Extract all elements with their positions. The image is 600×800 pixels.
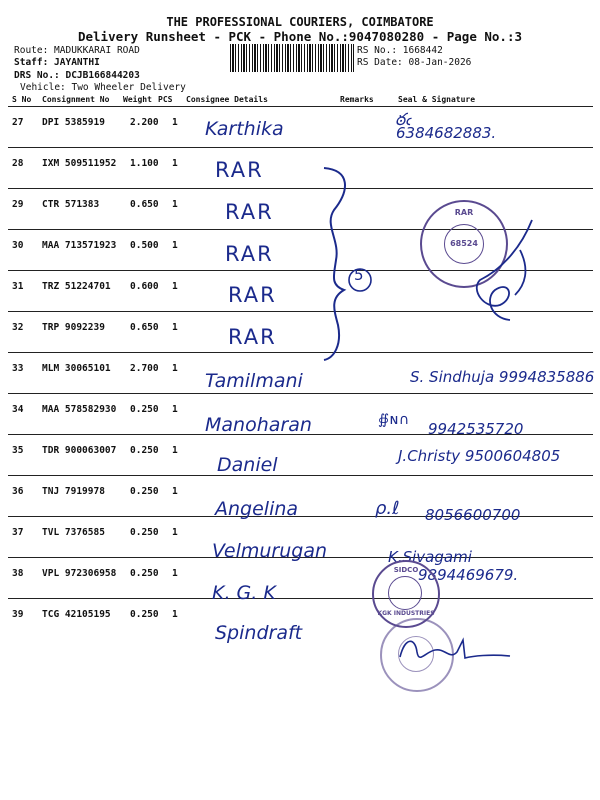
receiver-name: RAR: [225, 200, 274, 224]
seal-inner-ring: [388, 576, 422, 610]
table-row: [0, 107, 600, 148]
row-pcs: 1: [172, 199, 178, 210]
row-pcs: 1: [172, 363, 178, 374]
document-subtitle: Delivery Runsheet - PCK - Phone No.:9047080280 - Page No.:3: [77, 29, 522, 44]
receiver-name: Karthika: [205, 118, 284, 140]
row-pcs: 1: [172, 568, 178, 579]
col-consignment: Consignment No: [42, 95, 110, 104]
receiver-name: K. G. K: [212, 582, 276, 604]
drs-label: DRS No.: DCJB166844203: [14, 70, 140, 81]
row-pcs: 1: [172, 445, 178, 456]
row-consignment: IXM 509511952: [42, 158, 117, 169]
row-weight: 0.500: [130, 240, 159, 251]
row-pcs: 1: [172, 527, 178, 538]
col-sno: S No: [12, 95, 32, 104]
row-weight: 2.200: [130, 117, 159, 128]
row-sno: 31: [12, 281, 24, 292]
group-bracket: [310, 160, 380, 370]
row-pcs: 1: [172, 486, 178, 497]
col-weight: Weight: [123, 95, 152, 104]
row-weight: 1.100: [130, 158, 159, 169]
staff-label: Staff: JAYANTHI: [14, 57, 100, 68]
rs-date: RS Date: 08-Jan-2026: [357, 57, 472, 68]
row-consignment: TDR 900063007: [42, 445, 117, 456]
col-consignee: Consignee Details: [186, 95, 268, 104]
signature-phone: 9942535720: [428, 420, 524, 438]
row-consignment: MLM 30065101: [42, 363, 111, 374]
row-weight: 0.250: [130, 486, 159, 497]
row-consignment: TVL 7376585: [42, 527, 105, 538]
signature-phone: S. Sindhuja 9994835886: [410, 368, 595, 386]
row-consignment: MAA 713571923: [42, 240, 117, 251]
row-weight: 0.650: [130, 199, 159, 210]
row-sno: 29: [12, 199, 24, 210]
seal-text: KGK INDUSTRIES: [377, 610, 435, 617]
signature-scribble: [460, 210, 550, 330]
barcode: [230, 44, 354, 72]
row-consignment: CTR 571383: [42, 199, 100, 210]
row-pcs: 1: [172, 322, 178, 333]
row-consignment: TRZ 51224701: [42, 281, 111, 292]
receiver-name: RAR: [215, 158, 264, 182]
row-weight: 0.250: [130, 404, 159, 415]
row-consignment: TNJ 7919978: [42, 486, 105, 497]
signature-phone: 6384682883.: [396, 124, 497, 142]
row-sno: 30: [12, 240, 24, 251]
seal-code: 68524: [450, 239, 478, 248]
bracket-stroke: [324, 168, 345, 360]
row-sno: 28: [12, 158, 24, 169]
receiver-name: RAR: [228, 325, 277, 349]
signature-scribble: ఠ‍ఁ: [395, 110, 411, 130]
receiver-name: Manoharan: [205, 414, 312, 436]
row-weight: 0.250: [130, 609, 159, 620]
signature-stroke: [400, 640, 510, 658]
signature-phone: 9894469679.: [418, 566, 519, 584]
signature-scribble: ∯ɴ∩: [378, 412, 410, 428]
receiver-name: Velmurugan: [212, 540, 328, 562]
receiver-name: RAR: [228, 283, 277, 307]
row-sno: 27: [12, 117, 24, 128]
seal-text: RAR: [454, 208, 474, 217]
row-pcs: 1: [172, 404, 178, 415]
col-pcs: PCS: [158, 95, 173, 104]
signature-phone: 8056600700: [425, 506, 521, 524]
row-pcs: 1: [172, 281, 178, 292]
row-sno: 38: [12, 568, 24, 579]
row-consignment: TCG 42105195: [42, 609, 111, 620]
row-sno: 36: [12, 486, 24, 497]
signature-stroke: [477, 220, 532, 320]
signature-scribble: ρ.ℓ: [375, 498, 400, 519]
row-weight: 2.700: [130, 363, 159, 374]
row-sno: 33: [12, 363, 24, 374]
row-sno: 32: [12, 322, 24, 333]
document-title: THE PROFESSIONAL COURIERS, COIMBATORE: [166, 15, 434, 29]
col-seal-signature: Seal & Signature: [398, 95, 476, 104]
row-weight: 0.650: [130, 322, 159, 333]
signature-name: K.Sivagami: [388, 548, 472, 566]
receiver-name: RAR: [225, 242, 274, 266]
row-consignment: TRP 9092239: [42, 322, 105, 333]
row-sno: 39: [12, 609, 24, 620]
table-row: [0, 148, 600, 189]
receiver-name: Tamilmani: [205, 370, 303, 392]
col-remarks: Remarks: [340, 95, 374, 104]
row-pcs: 1: [172, 117, 178, 128]
row-weight: 0.250: [130, 527, 159, 538]
row-pcs: 1: [172, 240, 178, 251]
row-sno: 35: [12, 445, 24, 456]
row-weight: 0.250: [130, 568, 159, 579]
row-consignment: DPI 5385919: [42, 117, 105, 128]
receiver-name: Spindraft: [215, 622, 303, 644]
vehicle-label: Vehicle: Two Wheeler Delivery: [20, 82, 186, 93]
seal-text: SIDCO: [393, 566, 419, 574]
signature-scribble: [395, 632, 515, 672]
receiver-name: Daniel: [217, 454, 278, 476]
row-sno: 37: [12, 527, 24, 538]
signature-phone: J.Christy 9500604805: [398, 447, 561, 465]
receiver-name: Angelina: [215, 498, 299, 520]
row-consignment: MAA 578582930: [42, 404, 117, 415]
kgk-seal: [372, 560, 440, 628]
row-consignment: VPL 972306958: [42, 568, 117, 579]
row-sno: 34: [12, 404, 24, 415]
rs-number: RS No.: 1668442: [357, 45, 443, 56]
bracket-count: 5: [354, 266, 364, 284]
row-weight: 0.250: [130, 445, 159, 456]
row-pcs: 1: [172, 609, 178, 620]
route-label: Route: MADUKKARAI ROAD: [14, 45, 140, 56]
row-pcs: 1: [172, 158, 178, 169]
row-weight: 0.600: [130, 281, 159, 292]
